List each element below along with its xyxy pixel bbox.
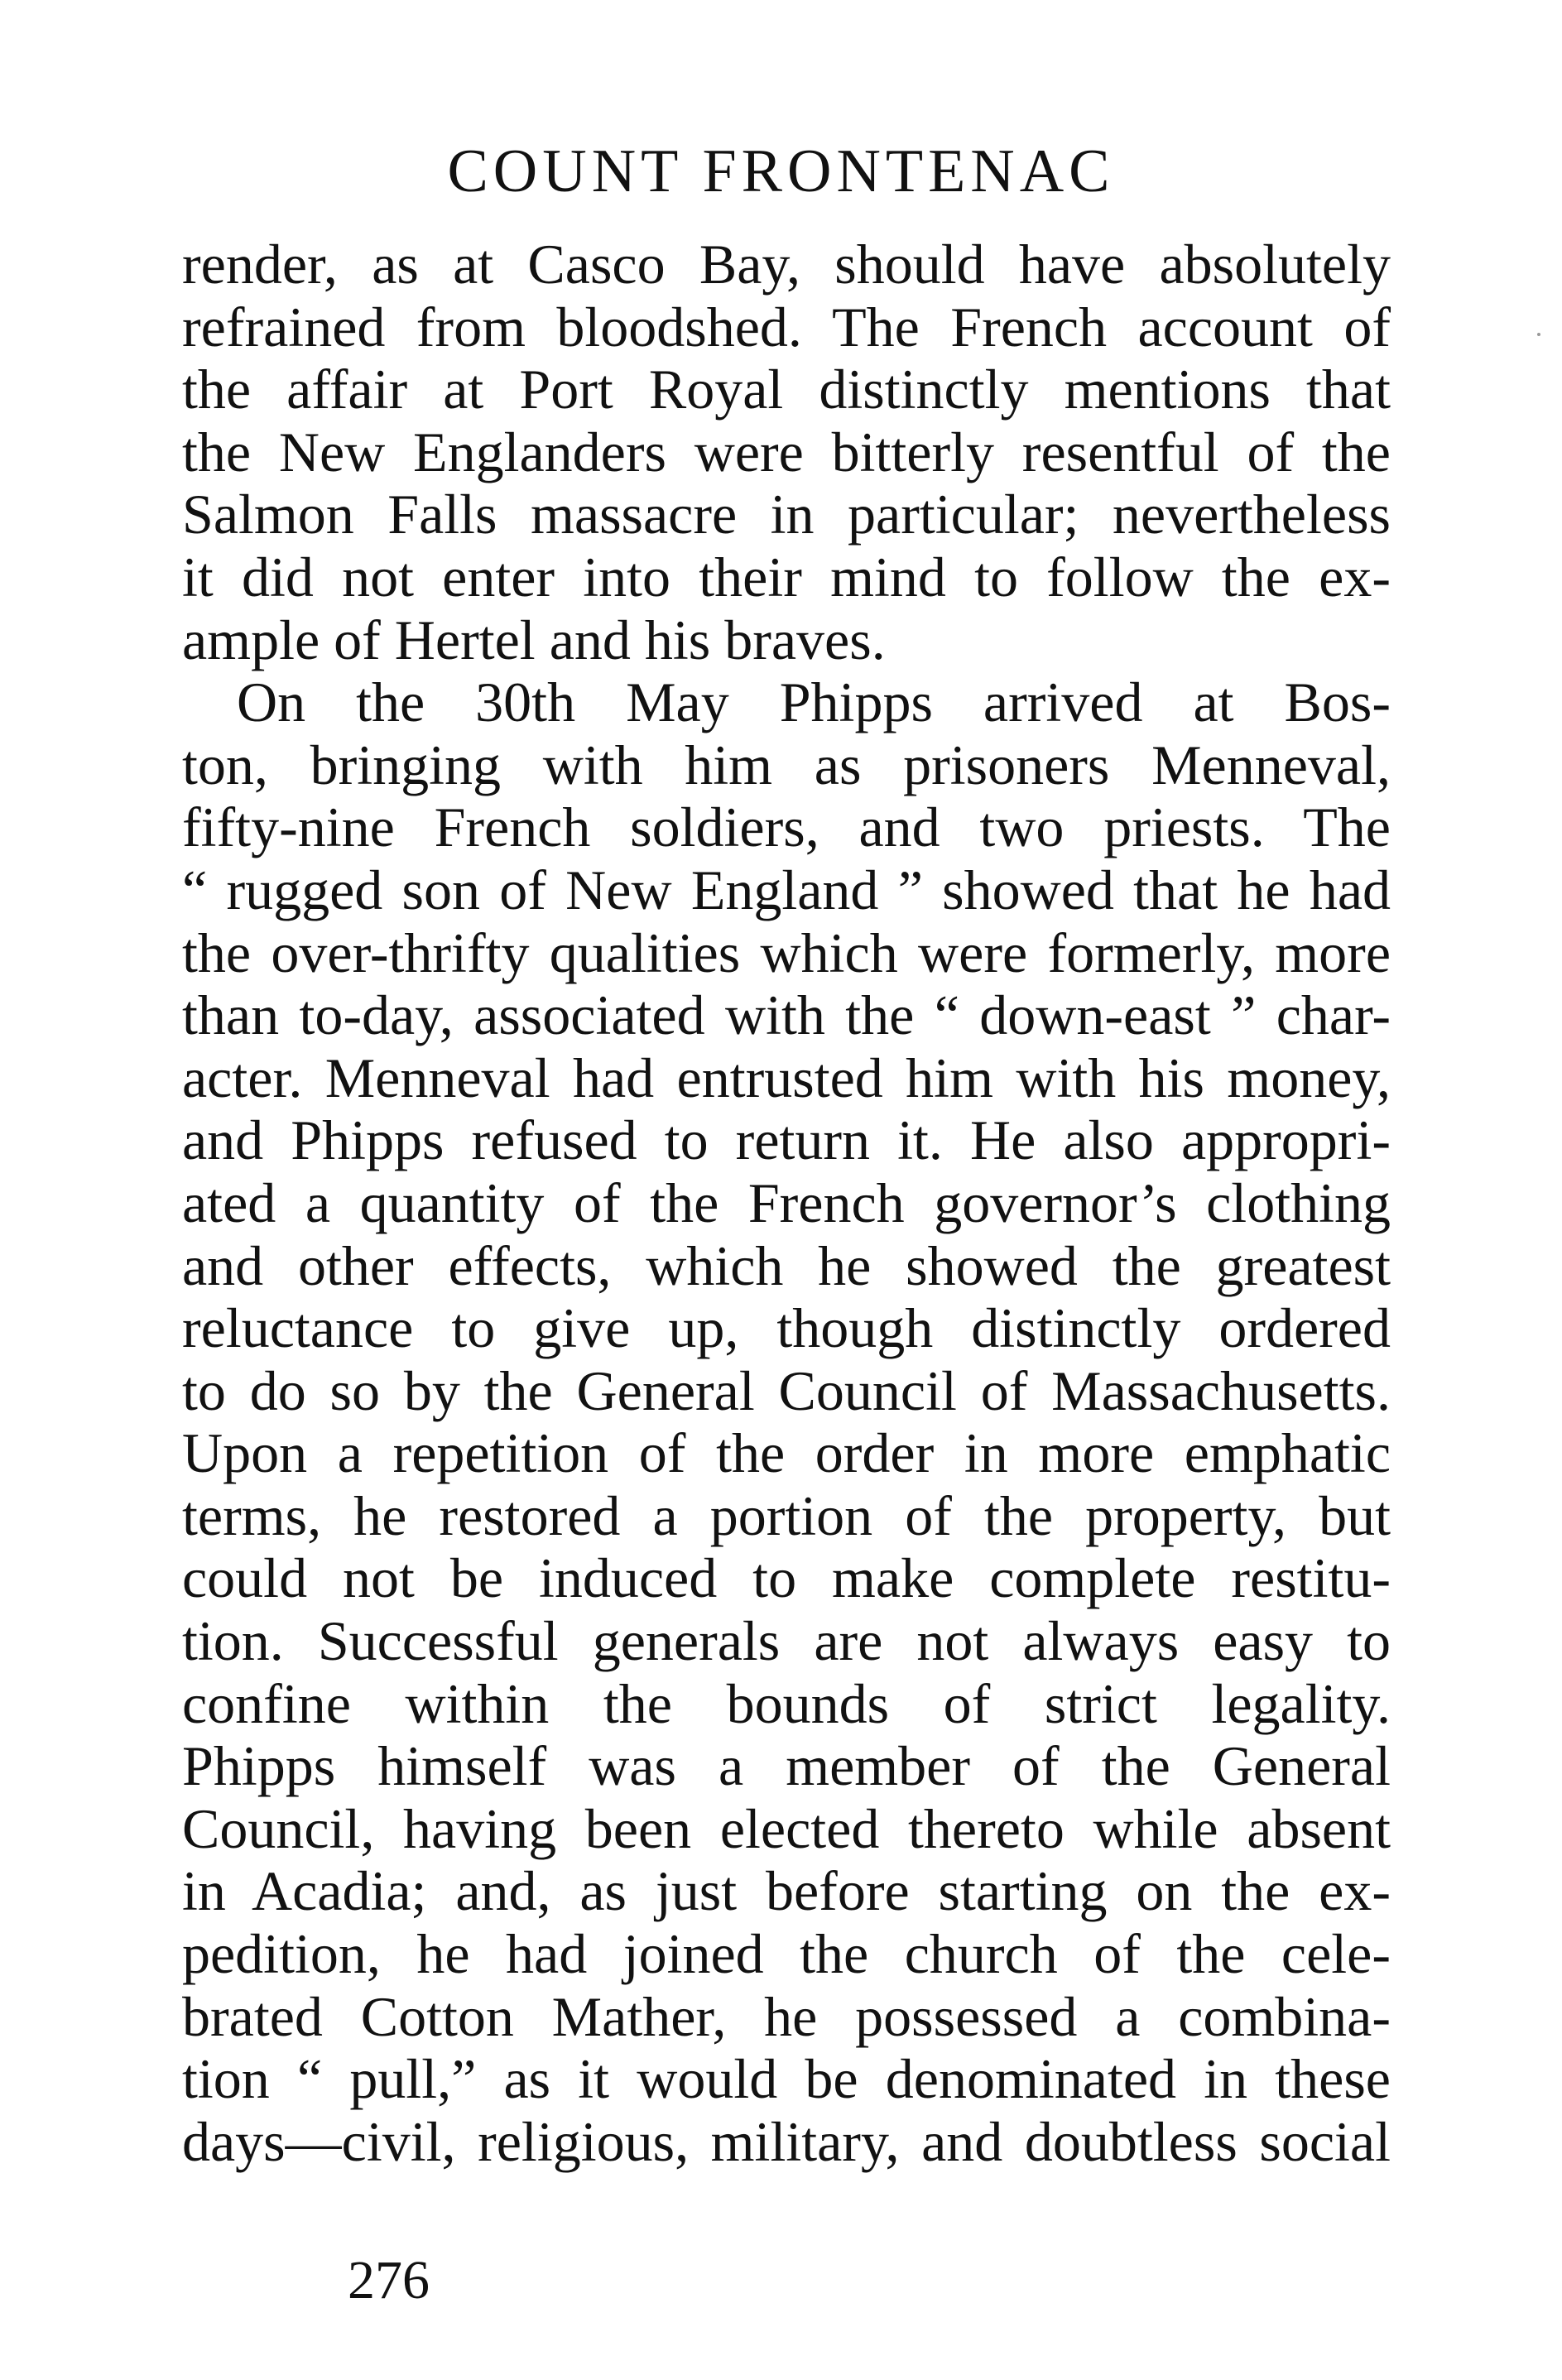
text-line: and Phipps refused to return it. He also appropri-	[182, 1108, 1391, 1172]
text-line: to do so by the General Council of Massachusetts.	[182, 1358, 1391, 1422]
page-number: 276	[348, 2250, 430, 2310]
text-line: pedition, he had joined the church of the cele-	[182, 1922, 1391, 1986]
text-line: Phipps himself was a member of the General	[182, 1734, 1391, 1798]
text-line: brated Cotton Mather, he possessed a combina-	[182, 1984, 1391, 2048]
running-head: COUNT FRONTENAC	[447, 137, 1115, 205]
text-line: terms, he restored a portion of the property, but	[182, 1483, 1391, 1547]
text-line: render, as at Casco Bay, should have absolutely	[182, 233, 1391, 296]
text-line: and other effects, which he showed the greatest	[182, 1233, 1391, 1297]
text-line: Upon a repetition of the order in more emphatic	[182, 1421, 1391, 1485]
text-line-paragraph-start: On the 30th May Phipps arrived at Bos-	[237, 671, 1391, 734]
text-line: ample of Hertel and his braves.	[182, 608, 886, 671]
text-line: the over-thrifty qualities which were formerly, more	[182, 921, 1391, 984]
text-line: in Acadia; and, as just before starting on the ex-	[182, 1859, 1391, 1923]
text-line: confine within the bounds of strict legality.	[182, 1671, 1391, 1735]
text-line: tion. Successful generals are not always easy to	[182, 1609, 1391, 1673]
text-line: refrained from bloodshed. The French account of	[182, 295, 1391, 358]
text-line: “ rugged son of New England ” showed that he had	[182, 858, 1391, 921]
text-line: fifty-nine French soldiers, and two priests. The	[182, 796, 1391, 859]
text-line: acter. Menneval had entrusted him with his money,	[182, 1046, 1391, 1109]
text-line: could not be induced to make complete restitu-	[182, 1546, 1391, 1610]
text-line: the New Englanders were bitterly resentful of the	[182, 420, 1391, 483]
text-line: days—civil, religious, military, and doubtless social	[182, 2109, 1391, 2173]
text-line: tion “ pull,” as it would be denominated in these	[182, 2047, 1391, 2111]
text-line: Salmon Falls massacre in particular; nevertheless	[182, 483, 1391, 546]
text-line: reluctance to give up, though distinctly ordered	[182, 1296, 1391, 1360]
body-text	[182, 233, 1391, 2173]
text-line: it did not enter into their mind to follow the ex-	[182, 545, 1391, 608]
text-line: ton, bringing with him as prisoners Menneval,	[182, 733, 1391, 796]
text-line: than to-day, associated with the “ down-east ” char-	[182, 983, 1391, 1047]
text-line: Council, having been elected thereto while absent	[182, 1796, 1391, 1860]
paper-speck	[1537, 333, 1540, 336]
text-line: ated a quantity of the French governor’s clothing	[182, 1171, 1391, 1234]
text-line: the affair at Port Royal distinctly mentions that	[182, 358, 1391, 421]
